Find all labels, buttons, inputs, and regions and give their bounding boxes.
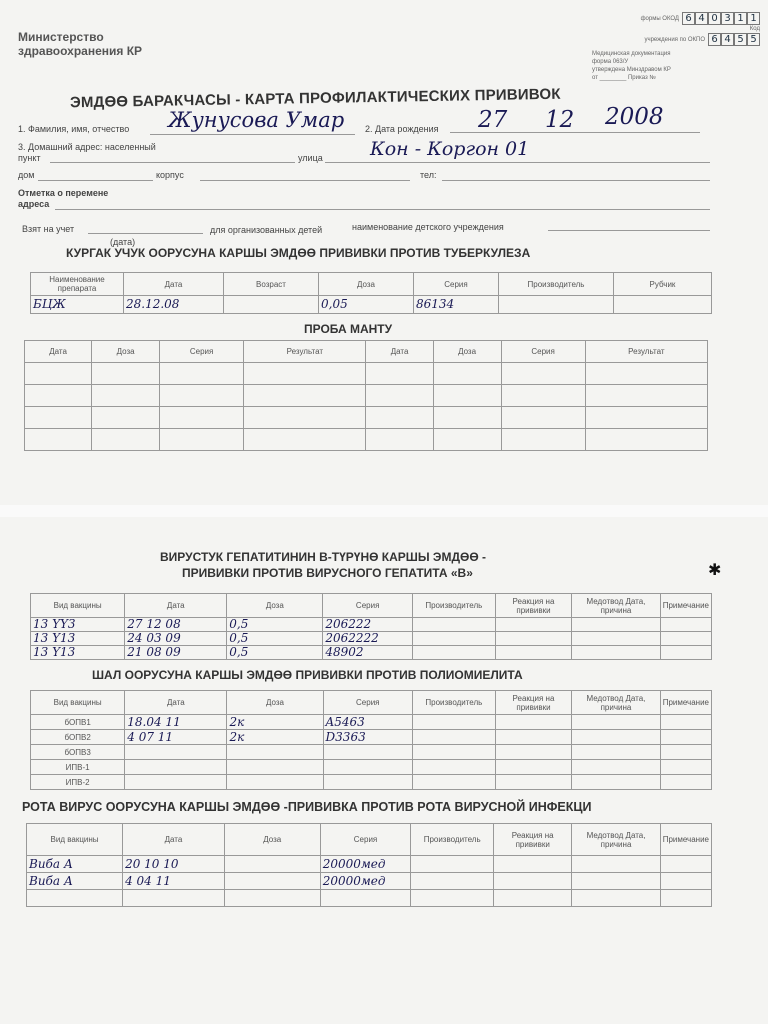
hepb-cell: 48902: [323, 646, 413, 660]
tb-cell: БЦЖ: [31, 296, 124, 314]
okpo-code-boxes: [708, 33, 760, 46]
table-row: [25, 385, 708, 407]
hepb-title-2: ПРИВИВКИ ПРОТИВ ВИРУСНОГО ГЕПАТИТА «В»: [182, 566, 473, 580]
rota-header: Примечание: [660, 824, 711, 856]
kindergarten-label: наименование детского учреждения: [352, 222, 504, 232]
mantoux-header: Результат: [585, 341, 707, 363]
table-row: [27, 873, 712, 890]
hepb-cell: 0,5: [227, 646, 323, 660]
okpo-code-digit: 6: [708, 33, 721, 46]
polio-header: Вид вакцины: [31, 691, 125, 715]
tb-cell: 86134: [414, 296, 499, 314]
dob-month: 12: [545, 107, 575, 133]
mantoux-header: Результат: [244, 341, 366, 363]
hepb-cell: 0,5: [227, 618, 323, 632]
ministry-line-1: Министерство: [18, 30, 104, 44]
hepb-cell: 13 Y13: [31, 632, 125, 646]
rota-header: Реакция на прививки: [494, 824, 572, 856]
form-code-digit: 4: [695, 12, 708, 25]
polio-header: Дата: [125, 691, 227, 715]
polio-header: Доза: [227, 691, 323, 715]
hepb-cell: 206222: [323, 618, 413, 632]
table-row: [31, 618, 712, 632]
form-code-digit: 3: [721, 12, 734, 25]
hepb-header: Реакция на прививки: [495, 594, 572, 618]
tb-cell: 0,05: [319, 296, 414, 314]
mantoux-table: [24, 340, 708, 451]
tb-header: Производитель: [499, 273, 614, 296]
rota-section-title: РОТА ВИРУС ООРУСУНА КАРШЫ ЭМДӨӨ -ПРИВИВКА ПРОТИВ РОТА ВИРУСНОЙ ИНФЕКЦИ: [22, 800, 592, 814]
tb-header: Доза: [319, 273, 414, 296]
tb-header: Рубчик: [614, 273, 712, 296]
rota-header: Вид вакцины: [27, 824, 123, 856]
hepb-header: Медотвод Дата, причина: [572, 594, 660, 618]
form-label: формы ОКОД: [640, 15, 679, 22]
ministry-header: [18, 30, 218, 58]
institution-label: учреждения по ОКПО: [644, 36, 705, 43]
rota-header: Медотвод Дата, причина: [572, 824, 660, 856]
hepb-cell: 2062222: [323, 632, 413, 646]
doc-line-4a: от: [592, 75, 598, 81]
page-fold: [0, 505, 768, 517]
mantoux-section-title: ПРОБА МАНТУ: [304, 322, 393, 336]
tb-cell: [224, 296, 319, 314]
polio-table: [30, 690, 712, 790]
tb-section-title: КУРГАК УЧУК ООРУСУНА КАРШЫ ЭМДӨӨ ПРИВИВКИ ПРОТИВ ТУБЕРКУЛЕЗА: [66, 246, 531, 260]
hepb-header: Производитель: [412, 594, 495, 618]
table-row: [25, 429, 708, 451]
change-label-1: Отметка о перемене: [18, 188, 109, 198]
hepb-cell: 24 03 09: [125, 632, 227, 646]
table-row: [31, 715, 712, 730]
street-label: улица: [298, 153, 323, 163]
polio-cell: 2к: [227, 715, 323, 730]
table-row: [31, 760, 712, 775]
dob-day: 27: [478, 107, 508, 133]
okpo-code-digit: 5: [747, 33, 760, 46]
polio-cell: 4 07 11: [125, 730, 227, 745]
form-code-block: формы ОКОД 6 4 0 3 1 1 Код учреждения по ОКПО 6 4 5 5 Медицинская документация форма 063/У утверждена Минздравом КР от ________ Приказ №: [592, 13, 760, 81]
mantoux-header: Дата: [366, 341, 433, 363]
tb-header: Серия: [414, 273, 499, 296]
tb-header: Дата: [124, 273, 224, 296]
hepb-cell: 21 08 09: [125, 646, 227, 660]
hepb-header: Дата: [125, 594, 227, 618]
form-code-digit: 1: [734, 12, 747, 25]
name-label: 1. Фамилия, имя, отчество: [18, 124, 130, 134]
mantoux-header: Серия: [501, 341, 585, 363]
rota-cell: Виба А: [27, 856, 123, 873]
rota-header: Дата: [123, 824, 225, 856]
polio-cell: D3363: [323, 730, 412, 745]
doc-line-4b: Приказ №: [627, 75, 656, 81]
hepb-title-1: ВИРУСТУК ГЕПАТИТИНИН В-ТҮРҮНӨ КАРШЫ ЭМДӨӨ -: [160, 550, 487, 564]
hepb-header: Доза: [227, 594, 323, 618]
tb-cell: 28.12.08: [124, 296, 224, 314]
hepb-header: Серия: [323, 594, 413, 618]
rota-table: [26, 823, 712, 907]
polio-header: Реакция на прививки: [495, 691, 572, 715]
tb-cell: [614, 296, 712, 314]
mantoux-header: Доза: [433, 341, 501, 363]
polio-header: Серия: [323, 691, 412, 715]
okpo-code-digit: 5: [734, 33, 747, 46]
form-code-boxes: [682, 12, 760, 25]
polio-cell: бОПВ2: [31, 730, 125, 745]
form-code-digit: 0: [708, 12, 721, 25]
table-row: [31, 632, 712, 646]
address-label-1: 3. Домашний адрес: населенный: [18, 142, 156, 152]
rota-cell: 4 04 11: [123, 873, 225, 890]
doc-line-1: Медицинская документация: [592, 51, 671, 57]
doc-line-2: форма 063/У: [592, 59, 629, 65]
hepb-table: [30, 593, 712, 660]
mantoux-header: Дата: [25, 341, 92, 363]
form-code-digit: 6: [682, 12, 695, 25]
polio-cell: ИПВ-1: [31, 760, 125, 775]
polio-cell: ИПВ-2: [31, 775, 125, 790]
doc-line-3: утверждена Минздравом КР: [592, 67, 671, 73]
okpo-code-digit: 4: [721, 33, 734, 46]
hepb-cell: 13 Y13: [31, 646, 125, 660]
table-row: [27, 856, 712, 873]
table-row: [31, 646, 712, 660]
polio-cell: 18.04 11: [125, 715, 227, 730]
rota-cell: 20000мед: [320, 873, 411, 890]
hepb-cell: 27 12 08: [125, 618, 227, 632]
mantoux-header: Серия: [160, 341, 244, 363]
rota-cell: [224, 873, 320, 890]
rota-header: Доза: [224, 824, 320, 856]
name-value: Жунусова Умар: [168, 108, 345, 132]
registered-date-label: (дата): [110, 237, 136, 247]
polio-cell: бОПВ1: [31, 715, 125, 730]
okpo-label: Код: [749, 26, 760, 32]
hepb-cell: 13 YY3: [31, 618, 125, 632]
org-children-label: для организованных детей: [210, 225, 323, 235]
dob-year: 2008: [605, 104, 664, 130]
tb-cell: [499, 296, 614, 314]
table-row: [31, 775, 712, 790]
page-title: ЭМДӨӨ БАРАКЧАСЫ - КАРТА ПРОФИЛАКТИЧЕСКИХ ПРИВИВОК: [69, 85, 561, 112]
tb-header: Возраст: [224, 273, 319, 296]
table-row: [31, 296, 712, 314]
polio-header: Медотвод Дата, причина: [572, 691, 660, 715]
tb-table: [30, 272, 712, 314]
house-label: дом: [18, 170, 35, 180]
table-row: [31, 745, 712, 760]
rota-header: Серия: [320, 824, 411, 856]
polio-cell: 2к: [227, 730, 323, 745]
rota-cell: Виба А: [27, 873, 123, 890]
change-label-2: адреса: [18, 199, 50, 209]
rota-cell: 20 10 10: [123, 856, 225, 873]
hepb-cell: 0,5: [227, 632, 323, 646]
rota-cell: [224, 856, 320, 873]
ministry-line-2: здравоохранения КР: [18, 44, 143, 58]
registered-label: Взят на учет: [22, 224, 75, 234]
street-value: Кон - Коргон 01: [370, 138, 530, 160]
table-row: [27, 890, 712, 907]
form-code-digit: 1: [747, 12, 760, 25]
polio-header: Производитель: [412, 691, 495, 715]
hepb-header: Вид вакцины: [31, 594, 125, 618]
polio-section-title: ШАЛ ООРУСУНА КАРШЫ ЭМДӨӨ ПРИВИВКИ ПРОТИВ ПОЛИОМИЕЛИТА: [92, 668, 523, 682]
rota-cell: 20000мед: [320, 856, 411, 873]
polio-cell: бОПВ3: [31, 745, 125, 760]
polio-cell: A5463: [323, 715, 412, 730]
phone-label: тел:: [420, 170, 437, 180]
rota-header: Производитель: [411, 824, 494, 856]
table-row: [25, 407, 708, 429]
polio-header: Примечание: [660, 691, 711, 715]
table-row: [25, 363, 708, 385]
dob-label: 2. Дата рождения: [365, 124, 439, 134]
hepb-header: Примечание: [660, 594, 711, 618]
address-label-2: пункт: [18, 153, 41, 163]
ink-mark-icon: ✱: [708, 562, 722, 579]
table-row: [31, 730, 712, 745]
tb-header: Наименование препарата: [31, 273, 124, 296]
building-label: корпус: [156, 170, 184, 180]
mantoux-header: Доза: [92, 341, 160, 363]
